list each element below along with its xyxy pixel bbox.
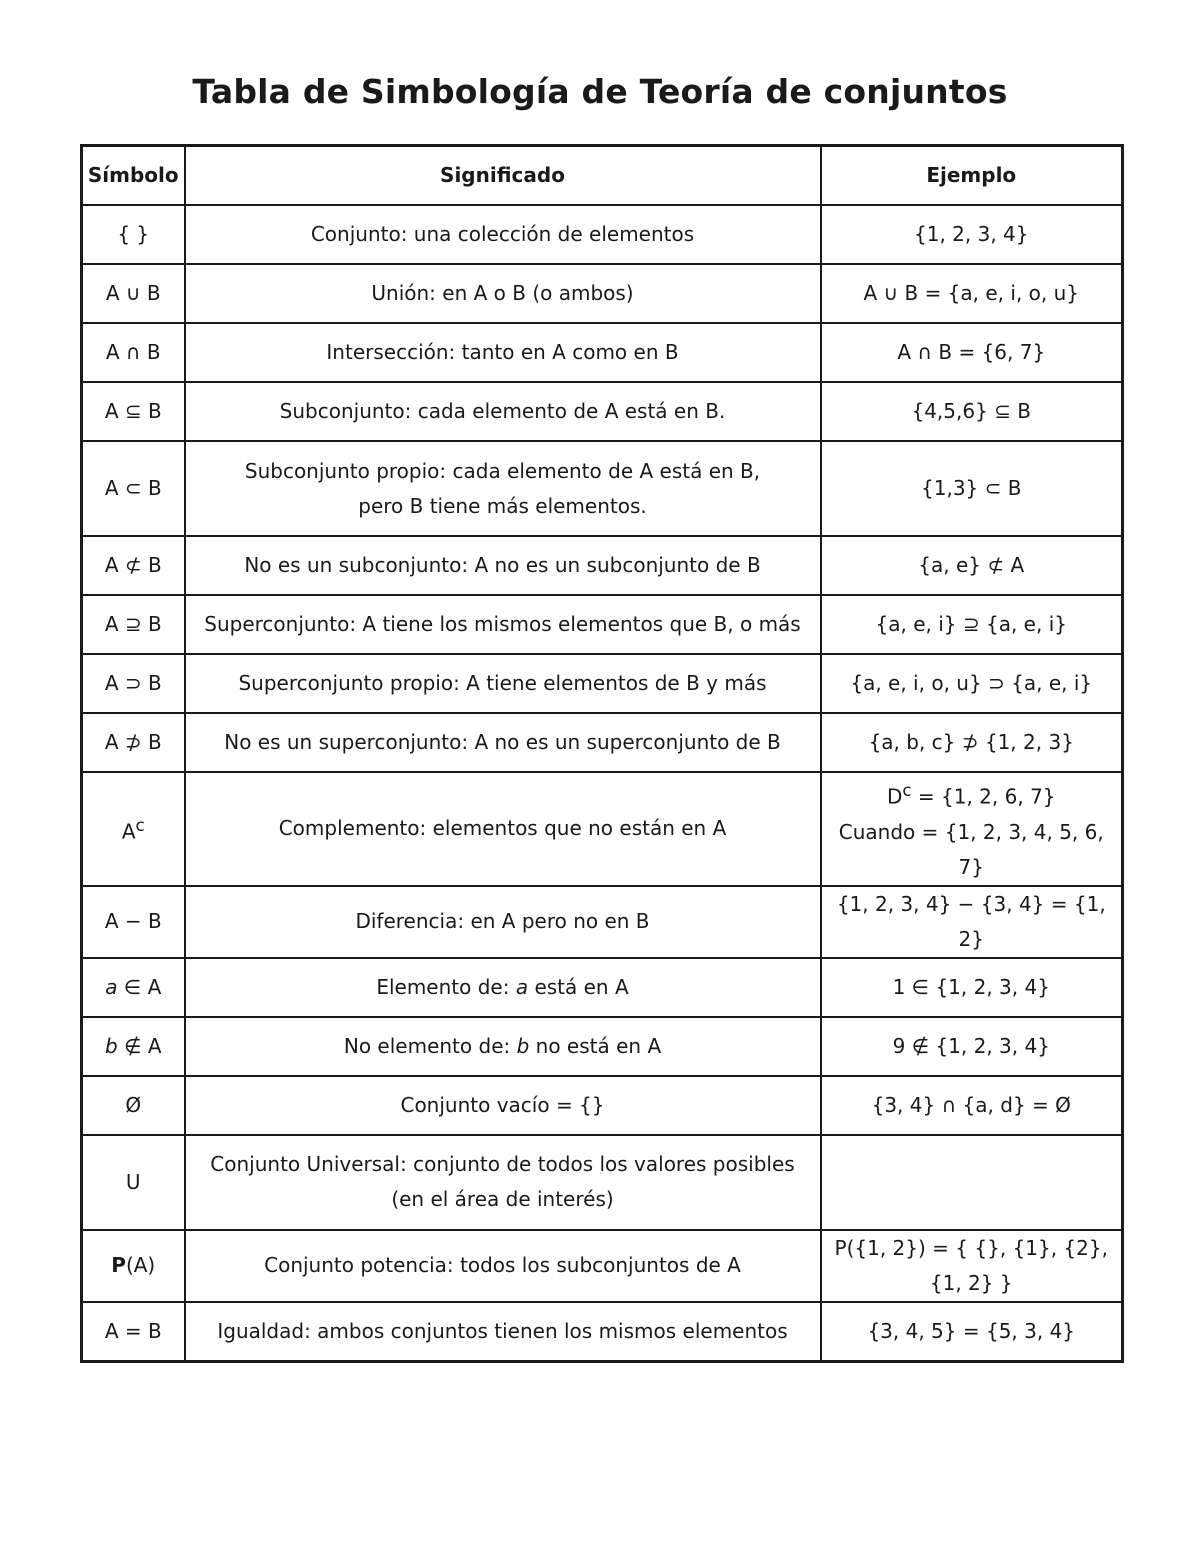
example-cell: {1, 2, 3, 4} [821, 205, 1123, 264]
example-cell: {a, b, c} ⊅ {1, 2, 3} [821, 713, 1123, 772]
symbol-cell: A ⊃ B [82, 654, 185, 713]
example-cell: {3, 4} ∩ {a, d} = Ø [821, 1076, 1123, 1135]
meaning-cell: Complemento: elementos que no están en A [185, 772, 821, 886]
table-row [82, 264, 1123, 323]
symbol-rest: (A) [125, 1253, 156, 1278]
symbol-bold: P [111, 1253, 126, 1278]
example-cell: {a, e, i, o, u} ⊃ {a, e, i} [821, 654, 1123, 713]
meaning-italic: b [516, 1033, 530, 1058]
example-superscript: c [902, 781, 912, 800]
symbol-cell [82, 958, 185, 1017]
meaning-line: (en el área de interés) [391, 1187, 614, 1212]
example-cell: P({1, 2}) = { {}, {1}, {2}, {1, 2} } [821, 1230, 1123, 1302]
example-cell: {4,5,6} ⊆ B [821, 382, 1123, 441]
example-base: D [886, 784, 903, 809]
table-row [82, 772, 1123, 886]
meaning-post: está en A [528, 974, 629, 999]
example-rest: = {1, 2, 6, 7} [911, 784, 1056, 809]
meaning-cell: Subconjunto: cada elemento de A está en B. [185, 382, 821, 441]
page-title: Tabla de Simbología de Teoría de conjuntos [192, 72, 1008, 111]
meaning-cell: Conjunto potencia: todos los subconjuntos de A [185, 1230, 821, 1302]
table-row [82, 382, 1123, 441]
meaning-line: pero B tiene más elementos. [358, 493, 647, 518]
table-row [82, 536, 1123, 595]
example-cell: 1 ∈ {1, 2, 3, 4} [821, 958, 1123, 1017]
example-cell [821, 772, 1123, 886]
table-row [82, 886, 1123, 958]
example-cell: {3, 4, 5} = {5, 3, 4} [821, 1302, 1123, 1362]
table-row [82, 1017, 1123, 1076]
table-row [82, 654, 1123, 713]
example-line [826, 773, 1118, 815]
symbol-cell: U [82, 1135, 185, 1230]
table-row [82, 1230, 1123, 1302]
meaning-cell [185, 1135, 821, 1230]
example-line: Cuando = {1, 2, 3, 4, 5, 6, 7} [838, 819, 1104, 879]
meaning-cell: Conjunto: una colección de elementos [185, 205, 821, 264]
meaning-cell: Conjunto vacío = {} [185, 1076, 821, 1135]
header-meaning: Significado [185, 146, 821, 206]
table-row [82, 1135, 1123, 1230]
symbol-italic: a [105, 974, 118, 999]
meaning-cell: No es un subconjunto: A no es un subconjunto de B [185, 536, 821, 595]
symbol-table [80, 144, 1124, 1363]
symbol-cell: A ⊆ B [82, 382, 185, 441]
example-cell: {a, e} ⊄ A [821, 536, 1123, 595]
table-row [82, 595, 1123, 654]
symbol-cell [82, 1230, 185, 1302]
meaning-cell: Unión: en A o B (o ambos) [185, 264, 821, 323]
meaning-italic: a [515, 974, 529, 999]
symbol-cell [82, 1017, 185, 1076]
symbol-superscript: c [135, 816, 145, 835]
table-row [82, 1076, 1123, 1135]
symbol-italic: b [104, 1033, 118, 1058]
symbol-cell: A = B [82, 1302, 185, 1362]
table-row [82, 441, 1123, 536]
table-row [82, 713, 1123, 772]
table-row [82, 323, 1123, 382]
example-cell: A ∩ B = {6, 7} [821, 323, 1123, 382]
meaning-cell: Diferencia: en A pero no en B [185, 886, 821, 958]
meaning-cell [185, 441, 821, 536]
symbol-cell: A ⊂ B [82, 441, 185, 536]
example-cell: {1, 2, 3, 4} − {3, 4} = {1, 2} [821, 886, 1123, 958]
meaning-line: Subconjunto propio: cada elemento de A está en B, [244, 458, 761, 483]
symbol-cell: A ∪ B [82, 264, 185, 323]
example-cell: 9 ∉ {1, 2, 3, 4} [821, 1017, 1123, 1076]
example-cell: A ∪ B = {a, e, i, o, u} [821, 264, 1123, 323]
table-row [82, 205, 1123, 264]
meaning-post: no está en A [529, 1033, 662, 1058]
header-example: Ejemplo [821, 146, 1123, 206]
meaning-line: Conjunto Universal: conjunto de todos los valores posibles [210, 1152, 795, 1177]
meaning-pre: Elemento de: [376, 974, 516, 999]
symbol-cell: A ∩ B [82, 323, 185, 382]
example-cell: {1,3} ⊂ B [821, 441, 1123, 536]
symbol-rest: ∈ A [117, 974, 162, 999]
meaning-cell [185, 1017, 821, 1076]
symbol-cell: A ⊅ B [82, 713, 185, 772]
meaning-cell: No es un superconjunto: A no es un superconjunto de B [185, 713, 821, 772]
symbol-cell: Ø [82, 1076, 185, 1135]
symbol-rest: ∉ A [117, 1033, 162, 1058]
symbol-cell: A ⊇ B [82, 595, 185, 654]
table-row [82, 1302, 1123, 1362]
meaning-pre: No elemento de: [343, 1033, 517, 1058]
symbol-cell: A − B [82, 886, 185, 958]
meaning-cell: Superconjunto: A tiene los mismos elementos que B, o más [185, 595, 821, 654]
symbol-cell: { } [82, 205, 185, 264]
table-header-row [82, 146, 1123, 206]
symbol-base: A [121, 819, 136, 844]
meaning-cell [185, 958, 821, 1017]
symbol-cell [82, 772, 185, 886]
symbol-cell: A ⊄ B [82, 536, 185, 595]
table-row [82, 958, 1123, 1017]
meaning-cell: Superconjunto propio: A tiene elementos de B y más [185, 654, 821, 713]
example-cell [821, 1135, 1123, 1230]
meaning-cell: Igualdad: ambos conjuntos tienen los mismos elementos [185, 1302, 821, 1362]
header-symbol: Símbolo [82, 146, 185, 206]
meaning-cell: Intersección: tanto en A como en B [185, 323, 821, 382]
example-cell: {a, e, i} ⊇ {a, e, i} [821, 595, 1123, 654]
